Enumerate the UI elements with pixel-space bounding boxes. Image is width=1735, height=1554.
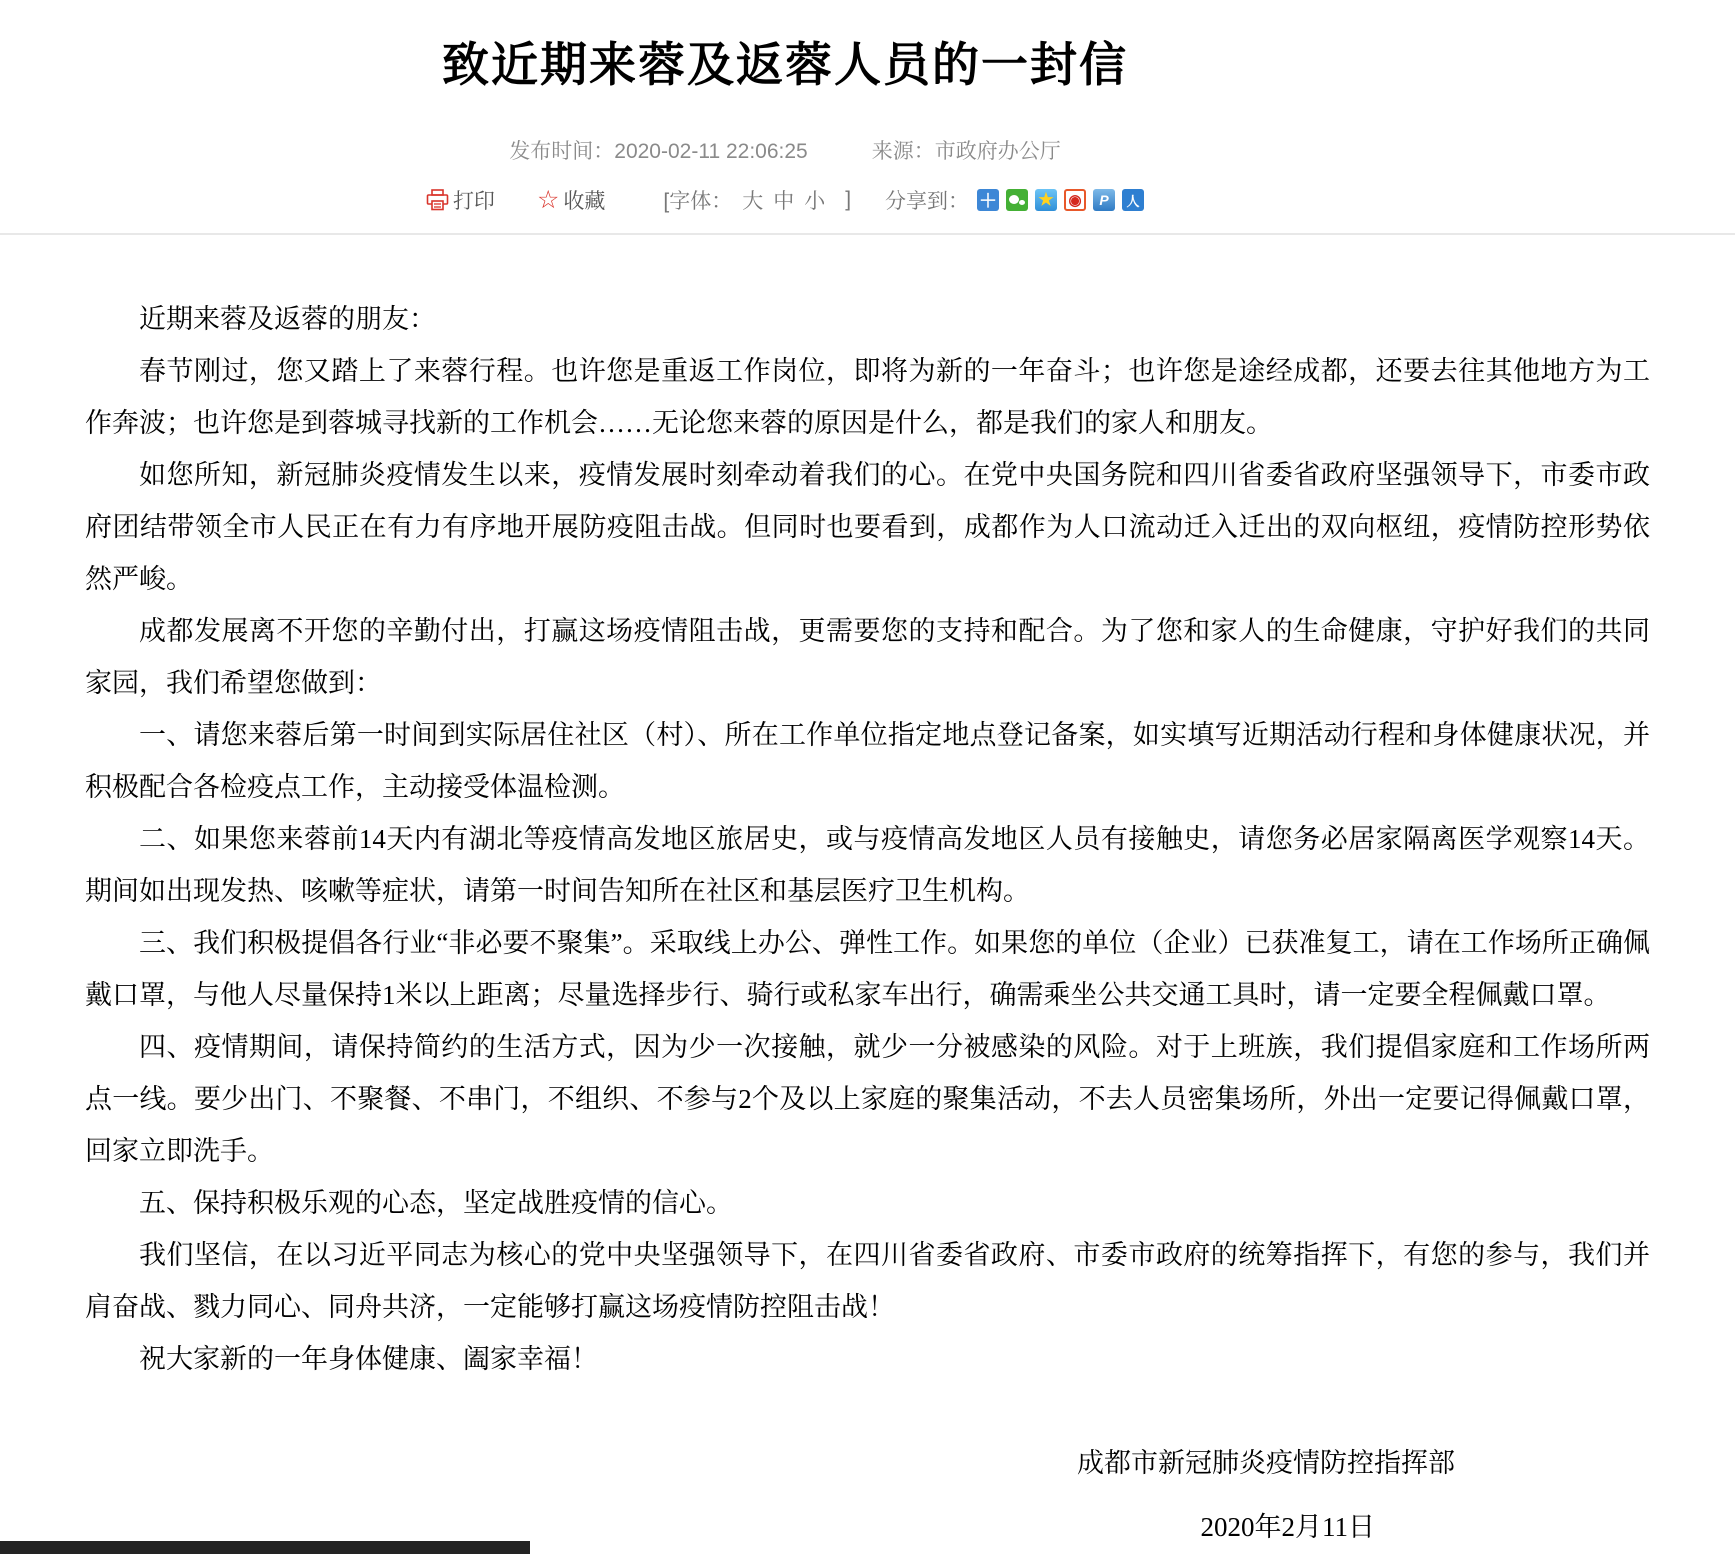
pengyou-icon[interactable]: P	[1093, 189, 1115, 211]
share-widget	[885, 185, 1144, 215]
share-label: 分享到：	[885, 190, 970, 213]
printer-icon	[426, 189, 449, 211]
signature-org: 成都市新冠肺炎疫情防控指挥部	[1077, 1448, 1455, 1478]
print-label: 打印	[452, 190, 495, 213]
publish-time-label: 发布时间：	[509, 140, 615, 163]
font-widget-close: ]	[845, 188, 852, 211]
header-divider	[0, 233, 1735, 235]
font-widget-open: [字体：	[663, 190, 733, 213]
share-more-icon[interactable]: ＋	[979, 191, 998, 211]
font-size-link-中[interactable]: 中	[773, 190, 795, 213]
print-button[interactable]	[426, 185, 495, 215]
source	[872, 140, 1061, 163]
favorite-button[interactable]	[537, 185, 605, 215]
qzone-icon[interactable]: ★	[1035, 189, 1057, 211]
body-paragraph: 一、请您来蓉后第一时间到实际居住社区（村）、所在工作单位指定地点登记备案，如实填写近期活动行程和身体健康状况，并积极配合各检疫点工作，主动接受体温检测。	[85, 720, 1650, 802]
bottom-bar	[0, 1541, 530, 1554]
body-paragraph: 五、保持积极乐观的心态，坚定战胜疫情的信心。	[139, 1188, 733, 1218]
wechat-icon[interactable]	[1006, 189, 1028, 211]
source-label: 来源：	[871, 140, 935, 163]
source-value: 市政府办公厅	[934, 140, 1061, 163]
article-body	[85, 293, 1650, 1385]
signature-date: 2020年2月11日	[1200, 1512, 1375, 1542]
font-size-link-小[interactable]: 小	[804, 190, 826, 213]
star-icon: ☆	[536, 186, 560, 214]
page-title: 致近期来蓉及返蓉人员的一封信	[442, 38, 1128, 91]
body-paragraph: 如您所知，新冠肺炎疫情发生以来，疫情发展时刻牵动着我们的心。在党中央国务院和四川省委省政府坚强领导下，市委市政府团结带领全市人民正在有力有序地开展防疫阻击战。但同时也要看到，成都作为人口流动迁入迁出的双向枢纽，疫情防控形势依然严峻。	[85, 460, 1650, 594]
signature-block	[85, 1437, 1650, 1553]
article-header	[0, 0, 1570, 215]
favorite-label: 收藏	[563, 190, 606, 213]
body-paragraph: 四、疫情期间，请保持简约的生活方式，因为少一次接触，就少一分被感染的风险。对于上班族，我们提倡家庭和工作场所两点一线。要少出门、不聚餐、不串门，不组织、不参与2个及以上家庭的聚集活动，不去人员密集场所，外出一定要记得佩戴口罩，回家立即洗手。	[85, 1032, 1650, 1166]
body-paragraph: 近期来蓉及返蓉的朋友：	[139, 304, 436, 334]
font-size-link-大[interactable]: 大	[742, 190, 764, 213]
font-size-widget	[663, 185, 851, 215]
publish-time	[509, 140, 807, 163]
publish-time-value: 2020-02-11 22:06:25	[614, 140, 808, 163]
body-paragraph: 祝大家新的一年身体健康、阖家幸福！	[139, 1344, 598, 1374]
body-paragraph: 二、如果您来蓉前14天内有湖北等疫情高发地区旅居史，或与疫情高发地区人员有接触史，请您务必居家隔离医学观察14天。期间如出现发热、咳嗽等症状，请第一时间告知所在社区和基层医疗卫生机构。	[85, 824, 1650, 906]
font-size-links	[742, 185, 835, 215]
body-paragraph: 成都发展离不开您的辛勤付出，打赢这场疫情阻击战，更需要您的支持和配合。为了您和家人的生命健康，守护好我们的共同家园，我们希望您做到：	[85, 616, 1650, 698]
renren-icon[interactable]: 人	[1122, 189, 1144, 211]
article-meta	[0, 135, 1570, 165]
weibo-icon[interactable]: ◉	[1064, 189, 1086, 211]
body-paragraph: 春节刚过，您又踏上了来蓉行程。也许您是重返工作岗位，即将为新的一年奋斗；也许您是途经成都，还要去往其他地方为工作奔波；也许您是到蓉城寻找新的工作机会……无论您来蓉的原因是什么，都是我们的家人和朋友。	[85, 356, 1650, 438]
share-icons	[977, 189, 1144, 211]
body-paragraph: 我们坚信，在以习近平同志为核心的党中央坚强领导下，在四川省委省政府、市委市政府的统筹指挥下，有您的参与，我们并肩奋战、戮力同心、同舟共济，一定能够打赢这场疫情防控阻击战！	[85, 1240, 1650, 1322]
article-toolbar	[0, 185, 1570, 215]
body-paragraph: 三、我们积极提倡各行业“非必要不聚集”。采取线上办公、弹性工作。如果您的单位（企业）已获准复工，请在工作场所正确佩戴口罩，与他人尽量保持1米以上距离；尽量选择步行、骑行或私家车出行，确需乘坐公共交通工具时，请一定要全程佩戴口罩。	[85, 928, 1650, 1010]
